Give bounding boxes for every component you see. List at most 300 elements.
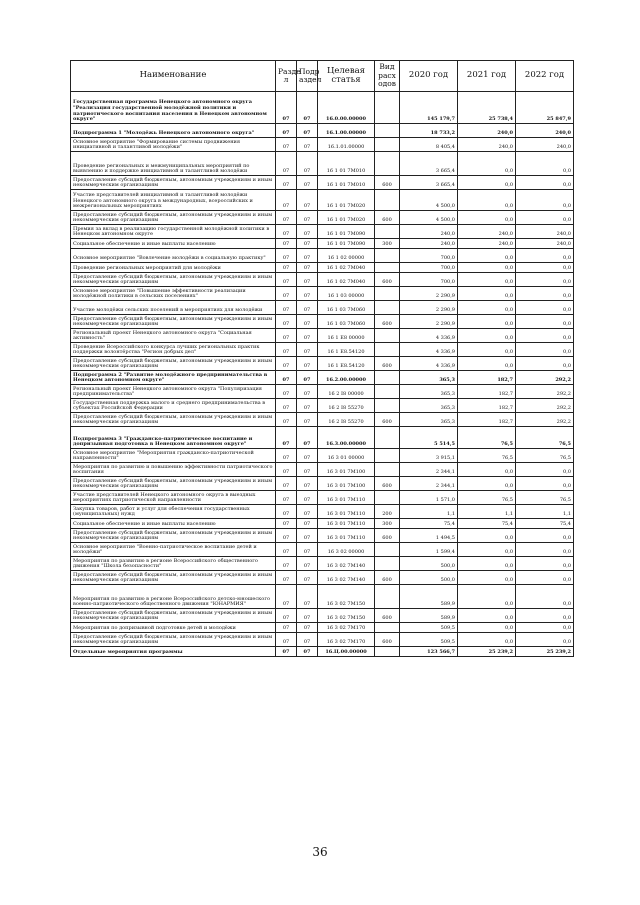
- table-row: [71, 399, 574, 413]
- row-amount-2022: 0,0: [516, 357, 574, 371]
- row-amount-2021: 0,0: [458, 329, 516, 343]
- row-amount-2020: 4 336,9: [400, 343, 458, 357]
- row-expense-type: 600: [375, 176, 400, 190]
- row-amount-2020: 4 500,0: [400, 190, 458, 211]
- table-row: [71, 225, 574, 239]
- table-row: [71, 647, 574, 657]
- row-amount-2021: 0,0: [458, 529, 516, 543]
- row-amount-2022: 292,2: [516, 399, 574, 413]
- row-amount-2021: 0,0: [458, 357, 516, 371]
- header-expense-type: Вид расх одов: [375, 61, 400, 92]
- row-section: 07: [276, 239, 297, 249]
- header-year-2020: 2020 год: [400, 61, 458, 92]
- header-year-2022: 2022 год: [516, 61, 574, 92]
- row-name: Участие представителей Ненецкого автономного округа в выездных мероприятиях патриотической направленности: [71, 491, 276, 505]
- table-row: [71, 315, 574, 329]
- row-name: Основное мероприятие "Вовлечение молодёжи в социальную практику": [71, 249, 276, 263]
- row-section: 07: [276, 249, 297, 263]
- row-expense-type: [375, 463, 400, 477]
- table-row: [71, 138, 574, 152]
- row-name: Предоставление субсидий бюджетным, автономным учреждениям и иным некоммерческим организациям: [71, 273, 276, 287]
- row-expense-type: [375, 249, 400, 263]
- row-amount-2020: 1 571,0: [400, 491, 458, 505]
- row-expense-type: 600: [375, 571, 400, 585]
- row-amount-2022: 0,0: [516, 287, 574, 301]
- row-article: 16 1 01 7М090: [318, 239, 375, 249]
- row-amount-2022: 240,0: [516, 138, 574, 152]
- row-section: 07: [276, 519, 297, 529]
- row-expense-type: [375, 343, 400, 357]
- row-amount-2022: 76,5: [516, 427, 574, 449]
- row-amount-2021: 240,0: [458, 124, 516, 138]
- row-amount-2020: 18 733,2: [400, 124, 458, 138]
- row-amount-2020: 365,3: [400, 385, 458, 399]
- row-amount-2022: 292,2: [516, 385, 574, 399]
- row-amount-2022: 240,0: [516, 124, 574, 138]
- row-amount-2022: 0,0: [516, 463, 574, 477]
- row-amount-2020: 2 344,1: [400, 477, 458, 491]
- row-expense-type: [375, 491, 400, 505]
- row-name: Участие представителей инициативной и талантливой молодёжи Ненецкого автономного округа в международных, всероссийских и межрегиональных мероприятиях: [71, 190, 276, 211]
- row-subsection: 07: [297, 273, 318, 287]
- row-amount-2022: 76,5: [516, 449, 574, 463]
- row-amount-2021: 0,0: [458, 273, 516, 287]
- row-amount-2021: 0,0: [458, 152, 516, 176]
- row-subsection: 07: [297, 329, 318, 343]
- row-expense-type: 300: [375, 519, 400, 529]
- row-subsection: 07: [297, 529, 318, 543]
- row-expense-type: [375, 385, 400, 399]
- table-row: [71, 357, 574, 371]
- row-subsection: 07: [297, 449, 318, 463]
- row-section: 07: [276, 371, 297, 385]
- row-article: 16 3 02 7М170: [318, 633, 375, 647]
- row-amount-2020: 509,5: [400, 633, 458, 647]
- header-subsection: Подр аздел: [297, 61, 318, 92]
- row-amount-2020: 1 599,4: [400, 543, 458, 557]
- row-amount-2022: 0,0: [516, 249, 574, 263]
- row-subsection: 07: [297, 138, 318, 152]
- row-section: 07: [276, 152, 297, 176]
- row-section: 07: [276, 138, 297, 152]
- row-article: 16 1 Е8 00000: [318, 329, 375, 343]
- row-name: Основное мероприятие "Повышение эффективности реализации молодёжной политики в сельских поселениях": [71, 287, 276, 301]
- row-expense-type: 600: [375, 315, 400, 329]
- row-amount-2020: 4 336,9: [400, 357, 458, 371]
- table-row: [71, 301, 574, 315]
- row-amount-2021: 240,0: [458, 225, 516, 239]
- row-article: 16 1 02 7М040: [318, 273, 375, 287]
- row-subsection: 07: [297, 357, 318, 371]
- row-name: Предоставление субсидий бюджетным, автономным учреждениям и иным некоммерческим организациям: [71, 211, 276, 225]
- row-name: Проведение региональных мероприятий для молодёжи: [71, 263, 276, 273]
- row-name: Предоставление субсидий бюджетным, автономным учреждениям и иным некоммерческим организациям: [71, 413, 276, 427]
- row-name: Социальное обеспечение и иные выплаты населению: [71, 519, 276, 529]
- header-section: Разде л: [276, 61, 297, 92]
- row-section: 07: [276, 609, 297, 623]
- row-amount-2021: 182,7: [458, 413, 516, 427]
- row-section: 07: [276, 463, 297, 477]
- row-article: 16 1 02 00000: [318, 249, 375, 263]
- row-section: 07: [276, 357, 297, 371]
- table-row: [71, 519, 574, 529]
- table-row: [71, 543, 574, 557]
- row-article: 16 3 01 00000: [318, 449, 375, 463]
- row-amount-2022: 75,4: [516, 519, 574, 529]
- row-article: 16 3 02 7М140: [318, 571, 375, 585]
- row-section: 07: [276, 543, 297, 557]
- row-amount-2020: 4 336,9: [400, 329, 458, 343]
- row-section: 07: [276, 491, 297, 505]
- row-name: Региональный проект Ненецкого автономного округа "Популяризация предпринимательства": [71, 385, 276, 399]
- row-name: Проведение региональных и межмуниципальных мероприятий по выявлению и поддержке инициативной и талантливой молодёжи: [71, 152, 276, 176]
- table-row: [71, 449, 574, 463]
- row-expense-type: [375, 399, 400, 413]
- row-amount-2022: 76,5: [516, 491, 574, 505]
- row-section: 07: [276, 190, 297, 211]
- row-name: Основное мероприятие "Военно-патриотическое воспитание детей и молодёжи": [71, 543, 276, 557]
- row-amount-2021: 1,1: [458, 505, 516, 519]
- row-subsection: 07: [297, 152, 318, 176]
- row-subsection: 07: [297, 623, 318, 633]
- row-article: 16 2 I8 55270: [318, 413, 375, 427]
- row-amount-2022: 0,0: [516, 263, 574, 273]
- row-subsection: 07: [297, 301, 318, 315]
- row-amount-2022: 0,0: [516, 633, 574, 647]
- row-amount-2021: 182,7: [458, 385, 516, 399]
- table-row: [71, 273, 574, 287]
- row-amount-2020: 365,3: [400, 399, 458, 413]
- table-row: [71, 505, 574, 519]
- row-section: 07: [276, 505, 297, 519]
- row-article: 16 3 02 7М150: [318, 609, 375, 623]
- row-name: Основное мероприятие "Формирование системы продвижения инициативной и талантливой молодёжи": [71, 138, 276, 152]
- row-article: 16 1 01 7М010: [318, 176, 375, 190]
- row-article: 16 3 01 7М100: [318, 463, 375, 477]
- row-expense-type: 600: [375, 413, 400, 427]
- row-amount-2020: 700,0: [400, 263, 458, 273]
- row-amount-2021: 0,0: [458, 623, 516, 633]
- row-amount-2022: 0,0: [516, 557, 574, 571]
- row-article: 16 2 I8 00000: [318, 385, 375, 399]
- table-row: [71, 211, 574, 225]
- row-subsection: 07: [297, 124, 318, 138]
- row-section: 07: [276, 557, 297, 571]
- row-article: 16 2 I8 55270: [318, 399, 375, 413]
- row-article: 16 1 Е8.54120: [318, 343, 375, 357]
- row-expense-type: 600: [375, 211, 400, 225]
- row-amount-2022: 25 239,2: [516, 647, 574, 657]
- row-section: 07: [276, 633, 297, 647]
- table-row: [71, 329, 574, 343]
- row-article: 16 1 Е8.54120: [318, 357, 375, 371]
- row-amount-2022: 0,0: [516, 343, 574, 357]
- row-expense-type: 600: [375, 357, 400, 371]
- row-article: 16 1 02 7М040: [318, 263, 375, 273]
- row-section: 07: [276, 571, 297, 585]
- row-amount-2021: 25 239,2: [458, 647, 516, 657]
- row-section: 07: [276, 529, 297, 543]
- row-article: 16 1 01 7М020: [318, 190, 375, 211]
- row-article: 16 3 01 7М110: [318, 491, 375, 505]
- row-amount-2021: 25 738,4: [458, 92, 516, 124]
- row-section: 07: [276, 399, 297, 413]
- row-name: Предоставление субсидий бюджетным, автономным учреждениям и иным некоммерческим организациям: [71, 609, 276, 623]
- table-row: [71, 571, 574, 585]
- table-row: [71, 609, 574, 623]
- row-section: 07: [276, 343, 297, 357]
- row-amount-2020: 4 500,0: [400, 211, 458, 225]
- row-article: 16.1.00.00000: [318, 124, 375, 138]
- row-name: Мероприятия по развитию и повышению эффективности патриотического воспитания: [71, 463, 276, 477]
- row-subsection: 07: [297, 343, 318, 357]
- row-amount-2020: 500,0: [400, 571, 458, 585]
- row-section: 07: [276, 301, 297, 315]
- row-name: Предоставление субсидий бюджетным, автономным учреждениям и иным некоммерческим организациям: [71, 315, 276, 329]
- row-name: Проведение Всероссийского конкурса лучших региональных практик поддержки волонтёрства "Регион добрых дел": [71, 343, 276, 357]
- row-amount-2021: 0,0: [458, 287, 516, 301]
- row-amount-2020: 589,9: [400, 609, 458, 623]
- row-expense-type: [375, 329, 400, 343]
- row-expense-type: [375, 301, 400, 315]
- row-expense-type: [375, 543, 400, 557]
- row-amount-2021: 0,0: [458, 249, 516, 263]
- row-section: 07: [276, 287, 297, 301]
- header-year-2021: 2021 год: [458, 61, 516, 92]
- row-name: Подпрограмма 1 "Молодёжь Ненецкого автономного округа": [71, 124, 276, 138]
- row-name: Государственная поддержка малого и среднего предпринимательства в субъектах Российской Федерации: [71, 399, 276, 413]
- row-amount-2020: 500,0: [400, 557, 458, 571]
- row-amount-2020: 3 665,4: [400, 152, 458, 176]
- row-amount-2021: 0,0: [458, 571, 516, 585]
- row-subsection: 07: [297, 519, 318, 529]
- row-amount-2021: 0,0: [458, 477, 516, 491]
- row-name: Участие молодёжи сельских поселений в мероприятиях для молодёжи: [71, 301, 276, 315]
- row-amount-2021: 0,0: [458, 609, 516, 623]
- row-article: 16 3 01 7М110: [318, 519, 375, 529]
- row-amount-2022: 0,0: [516, 301, 574, 315]
- table-row: [71, 239, 574, 249]
- row-article: 16 1 01 7М010: [318, 152, 375, 176]
- table-row: [71, 557, 574, 571]
- table-row: [71, 287, 574, 301]
- row-expense-type: [375, 585, 400, 609]
- row-amount-2020: 1 494,5: [400, 529, 458, 543]
- budget-table: [70, 60, 574, 657]
- row-name: Подпрограмма 3 "Гражданско-патриотическое воспитание и допризывная подготовка в Ненецком автономном округе": [71, 427, 276, 449]
- row-expense-type: 600: [375, 633, 400, 647]
- row-amount-2022: 0,0: [516, 571, 574, 585]
- row-amount-2022: 0,0: [516, 585, 574, 609]
- row-section: 07: [276, 273, 297, 287]
- row-name: Отдельные мероприятия программы: [71, 647, 276, 657]
- row-name: Предоставление субсидий бюджетным, автономным учреждениям и иным некоммерческим организациям: [71, 529, 276, 543]
- row-amount-2022: 25 847,9: [516, 92, 574, 124]
- row-subsection: 07: [297, 287, 318, 301]
- row-expense-type: [375, 449, 400, 463]
- table-header-row: [71, 61, 574, 92]
- row-amount-2022: 0,0: [516, 211, 574, 225]
- table-body: [71, 92, 574, 657]
- row-article: 16.Ц.00.00000: [318, 647, 375, 657]
- row-subsection: 07: [297, 543, 318, 557]
- row-amount-2021: 0,0: [458, 585, 516, 609]
- row-amount-2020: 240,0: [400, 225, 458, 239]
- row-expense-type: [375, 623, 400, 633]
- table-row: [71, 343, 574, 357]
- table-row: [71, 124, 574, 138]
- row-amount-2020: 3 665,4: [400, 176, 458, 190]
- row-amount-2022: 0,0: [516, 477, 574, 491]
- row-amount-2021: 240,0: [458, 138, 516, 152]
- row-amount-2022: 0,0: [516, 609, 574, 623]
- row-section: 07: [276, 647, 297, 657]
- row-name: Мероприятия по развитию в регионе Всероссийского детско-юношеского военно-патриотического общественного движения "ЮНАРМИЯ": [71, 585, 276, 609]
- row-subsection: 07: [297, 225, 318, 239]
- row-subsection: 07: [297, 647, 318, 657]
- row-amount-2020: 2 344,1: [400, 463, 458, 477]
- row-amount-2022: 240,0: [516, 239, 574, 249]
- row-amount-2022: 1,1: [516, 505, 574, 519]
- row-amount-2021: 0,0: [458, 543, 516, 557]
- row-article: 16.1.01.00000: [318, 138, 375, 152]
- row-subsection: 07: [297, 190, 318, 211]
- table-row: [71, 585, 574, 609]
- table-row: [71, 176, 574, 190]
- row-name: Региональный проект Ненецкого автономного округа "Социальная активность": [71, 329, 276, 343]
- row-amount-2020: 75,4: [400, 519, 458, 529]
- row-article: 16 3 02 7М150: [318, 585, 375, 609]
- table-row: [71, 190, 574, 211]
- row-article: 16 3 01 7М100: [318, 477, 375, 491]
- row-amount-2022: 292,2: [516, 413, 574, 427]
- row-subsection: 07: [297, 477, 318, 491]
- row-amount-2021: 0,0: [458, 463, 516, 477]
- row-expense-type: [375, 371, 400, 385]
- table-row: [71, 152, 574, 176]
- row-amount-2020: 3 915,1: [400, 449, 458, 463]
- row-amount-2021: 182,7: [458, 399, 516, 413]
- budget-sheet: [70, 60, 573, 657]
- row-article: 16 1 03 7М060: [318, 315, 375, 329]
- row-name: Мероприятия по развитию в регионе Всероссийского общественного движения "Школа безопасности": [71, 557, 276, 571]
- row-subsection: 07: [297, 557, 318, 571]
- row-amount-2020: 2 290,9: [400, 287, 458, 301]
- row-expense-type: 600: [375, 273, 400, 287]
- table-row: [71, 633, 574, 647]
- row-amount-2021: 76,5: [458, 491, 516, 505]
- row-section: 07: [276, 263, 297, 273]
- row-amount-2021: 240,0: [458, 239, 516, 249]
- row-subsection: 07: [297, 609, 318, 623]
- row-amount-2020: 1,1: [400, 505, 458, 519]
- row-subsection: 07: [297, 585, 318, 609]
- row-expense-type: [375, 190, 400, 211]
- row-section: 07: [276, 413, 297, 427]
- row-amount-2021: 0,0: [458, 190, 516, 211]
- row-amount-2022: 0,0: [516, 543, 574, 557]
- row-amount-2022: 0,0: [516, 273, 574, 287]
- row-amount-2022: 0,0: [516, 529, 574, 543]
- row-article: 16 3 01 7М110: [318, 505, 375, 519]
- table-row: [71, 385, 574, 399]
- row-article: 16.0.00.00000: [318, 92, 375, 124]
- row-expense-type: [375, 287, 400, 301]
- row-section: 07: [276, 427, 297, 449]
- row-article: 16 3 02 00000: [318, 543, 375, 557]
- row-amount-2021: 0,0: [458, 633, 516, 647]
- row-amount-2020: 2 290,9: [400, 315, 458, 329]
- row-amount-2021: 75,4: [458, 519, 516, 529]
- row-amount-2021: 0,0: [458, 557, 516, 571]
- table-row: [71, 263, 574, 273]
- row-subsection: 07: [297, 505, 318, 519]
- row-name: Премия за вклад в реализацию государственной молодёжной политики в Ненецком автономном округе: [71, 225, 276, 239]
- row-amount-2022: 0,0: [516, 190, 574, 211]
- row-expense-type: 200: [375, 505, 400, 519]
- row-article: 16.2.00.00000: [318, 371, 375, 385]
- row-amount-2021: 0,0: [458, 343, 516, 357]
- row-amount-2021: 0,0: [458, 263, 516, 273]
- row-article: 16 1 03 00000: [318, 287, 375, 301]
- table-row: [71, 529, 574, 543]
- row-amount-2022: 0,0: [516, 176, 574, 190]
- row-section: 07: [276, 477, 297, 491]
- table-row: [71, 413, 574, 427]
- row-amount-2020: 589,9: [400, 585, 458, 609]
- row-article: 16 3 02 7М140: [318, 557, 375, 571]
- row-section: 07: [276, 225, 297, 239]
- row-expense-type: [375, 124, 400, 138]
- row-subsection: 07: [297, 491, 318, 505]
- header-article: Целевая статья: [318, 61, 375, 92]
- table-row: [71, 491, 574, 505]
- row-article: 16 1 01 7М020: [318, 211, 375, 225]
- row-amount-2021: 0,0: [458, 211, 516, 225]
- row-expense-type: [375, 225, 400, 239]
- row-subsection: 07: [297, 263, 318, 273]
- row-expense-type: 300: [375, 239, 400, 249]
- row-amount-2020: 365,3: [400, 371, 458, 385]
- row-article: 16 3 01 7М110: [318, 529, 375, 543]
- row-article: 16 1 03 7М060: [318, 301, 375, 315]
- row-section: 07: [276, 449, 297, 463]
- row-subsection: 07: [297, 211, 318, 225]
- row-name: Мероприятия по допризывной подготовке детей и молодёжи: [71, 623, 276, 633]
- row-amount-2020: 365,3: [400, 413, 458, 427]
- row-amount-2021: 76,5: [458, 427, 516, 449]
- row-amount-2020: 240,0: [400, 239, 458, 249]
- row-subsection: 07: [297, 399, 318, 413]
- row-section: 07: [276, 176, 297, 190]
- row-amount-2022: 0,0: [516, 152, 574, 176]
- row-amount-2022: 0,0: [516, 623, 574, 633]
- table-row: [71, 371, 574, 385]
- row-name: Социальное обеспечение и иные выплаты населению: [71, 239, 276, 249]
- row-amount-2020: 5 514,5: [400, 427, 458, 449]
- row-subsection: 07: [297, 385, 318, 399]
- row-section: 07: [276, 623, 297, 633]
- row-section: 07: [276, 329, 297, 343]
- row-expense-type: 600: [375, 529, 400, 543]
- row-name: Государственная программа Ненецкого автономного округа "Реализация государственной молодёжной политики и патриотического воспитания населения в Ненецком автономном округе": [71, 92, 276, 124]
- row-amount-2020: 509,5: [400, 623, 458, 633]
- row-amount-2022: 240,0: [516, 225, 574, 239]
- row-name: Предоставление субсидий бюджетным, автономным учреждениям и иным некоммерческим организациям: [71, 357, 276, 371]
- row-article: 16.3.00.00000: [318, 427, 375, 449]
- row-subsection: 07: [297, 315, 318, 329]
- row-amount-2020: 700,0: [400, 249, 458, 263]
